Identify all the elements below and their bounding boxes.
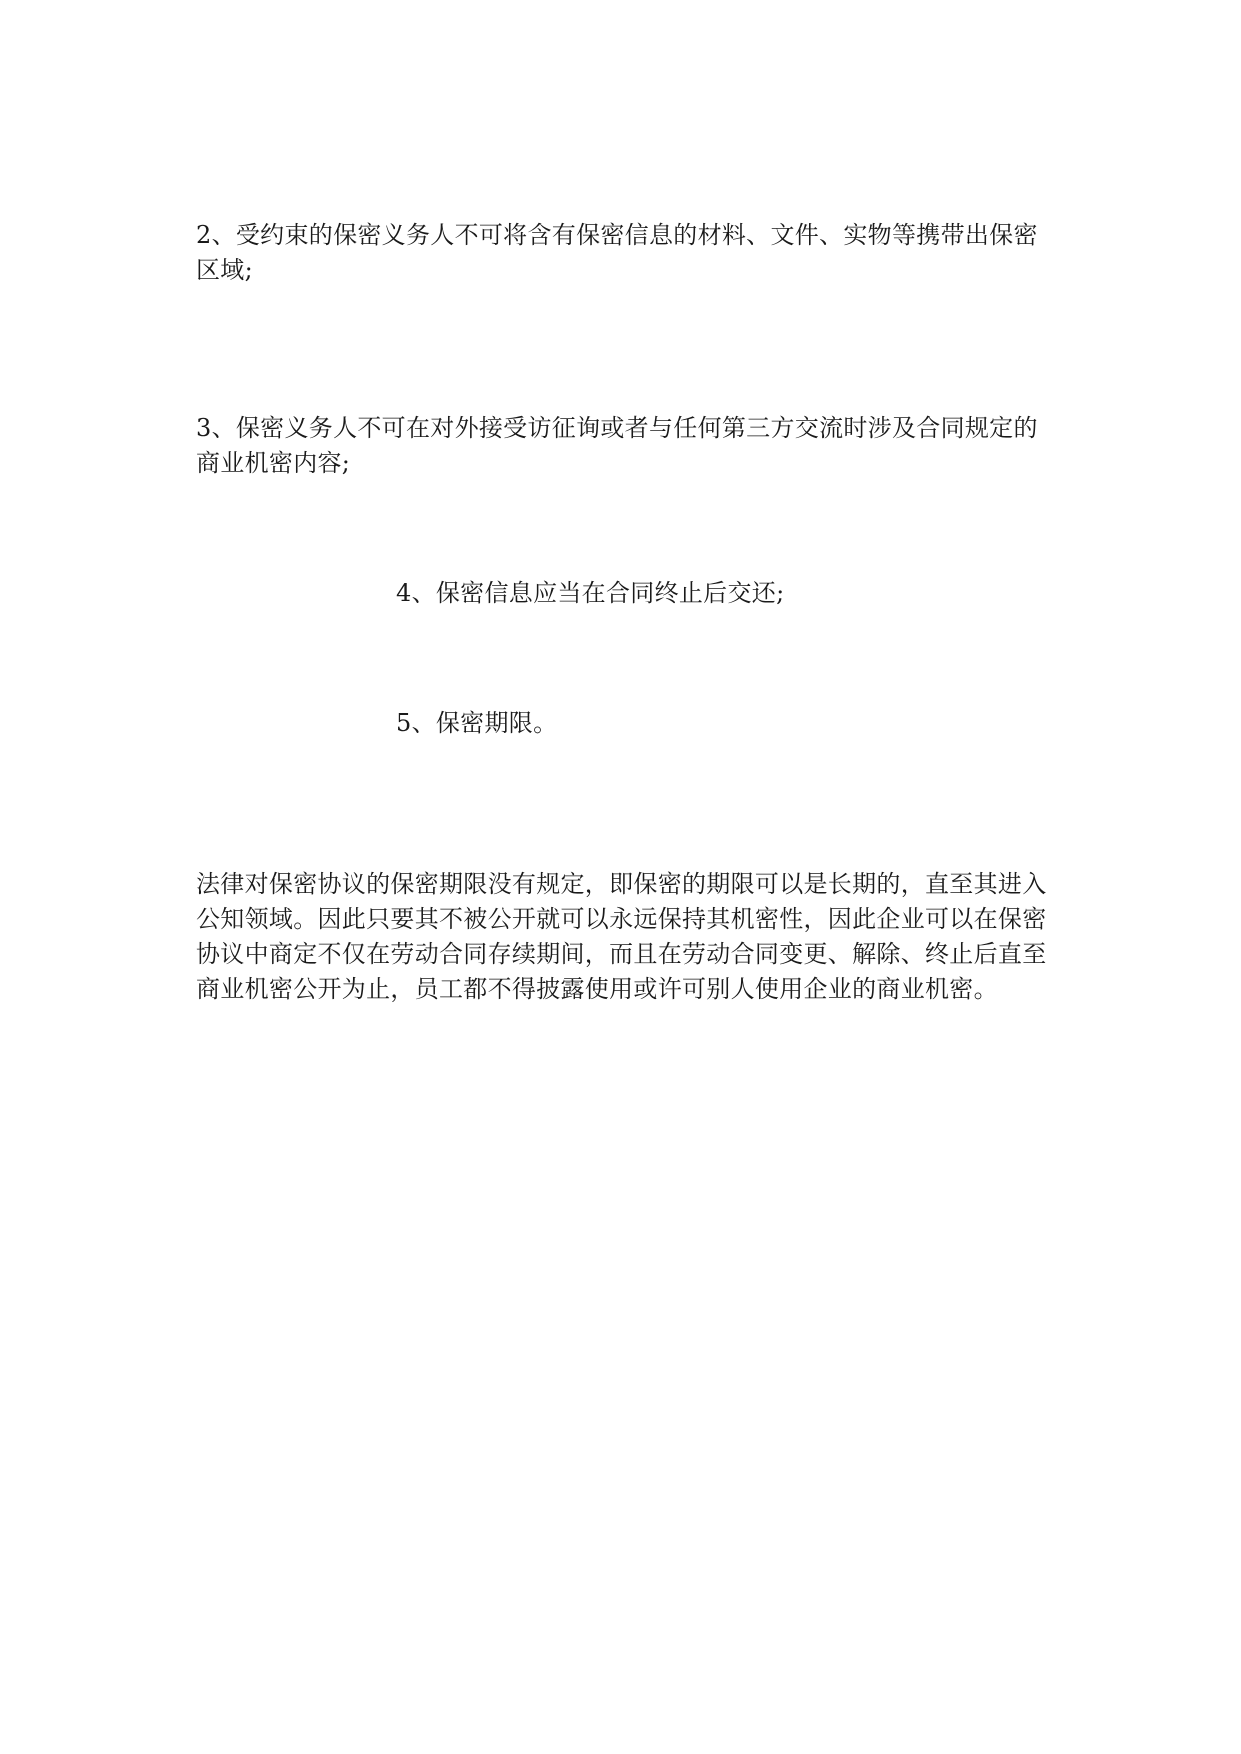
clause-3-paragraph: 3、保密义务人不可在对外接受访征询或者与任何第三方交流时涉及合同规定的商业机密内容; [196, 414, 1038, 477]
clause-2-paragraph: 2、受约束的保密义务人不可将含有保密信息的材料、文件、实物等携带出保密区域; [196, 221, 1038, 284]
clause-5-paragraph: 5、保密期限。 [396, 709, 558, 737]
confidentiality-period-paragraph: 法律对保密协议的保密期限没有规定，即保密的期限可以是长期的，直至其进入公知领域。因此只要其不被公开就可以永远保持其机密性，因此企业可以在保密协议中商定不仅在劳动合同存续期间，而且在劳动合同变更、解除、终止后直至商业机密公开为止，员工都不得披露使用或许可别人使用企业的商业机密。 [196, 870, 1047, 1003]
clause-4-paragraph: 4、保密信息应当在合同终止后交还; [396, 579, 785, 607]
